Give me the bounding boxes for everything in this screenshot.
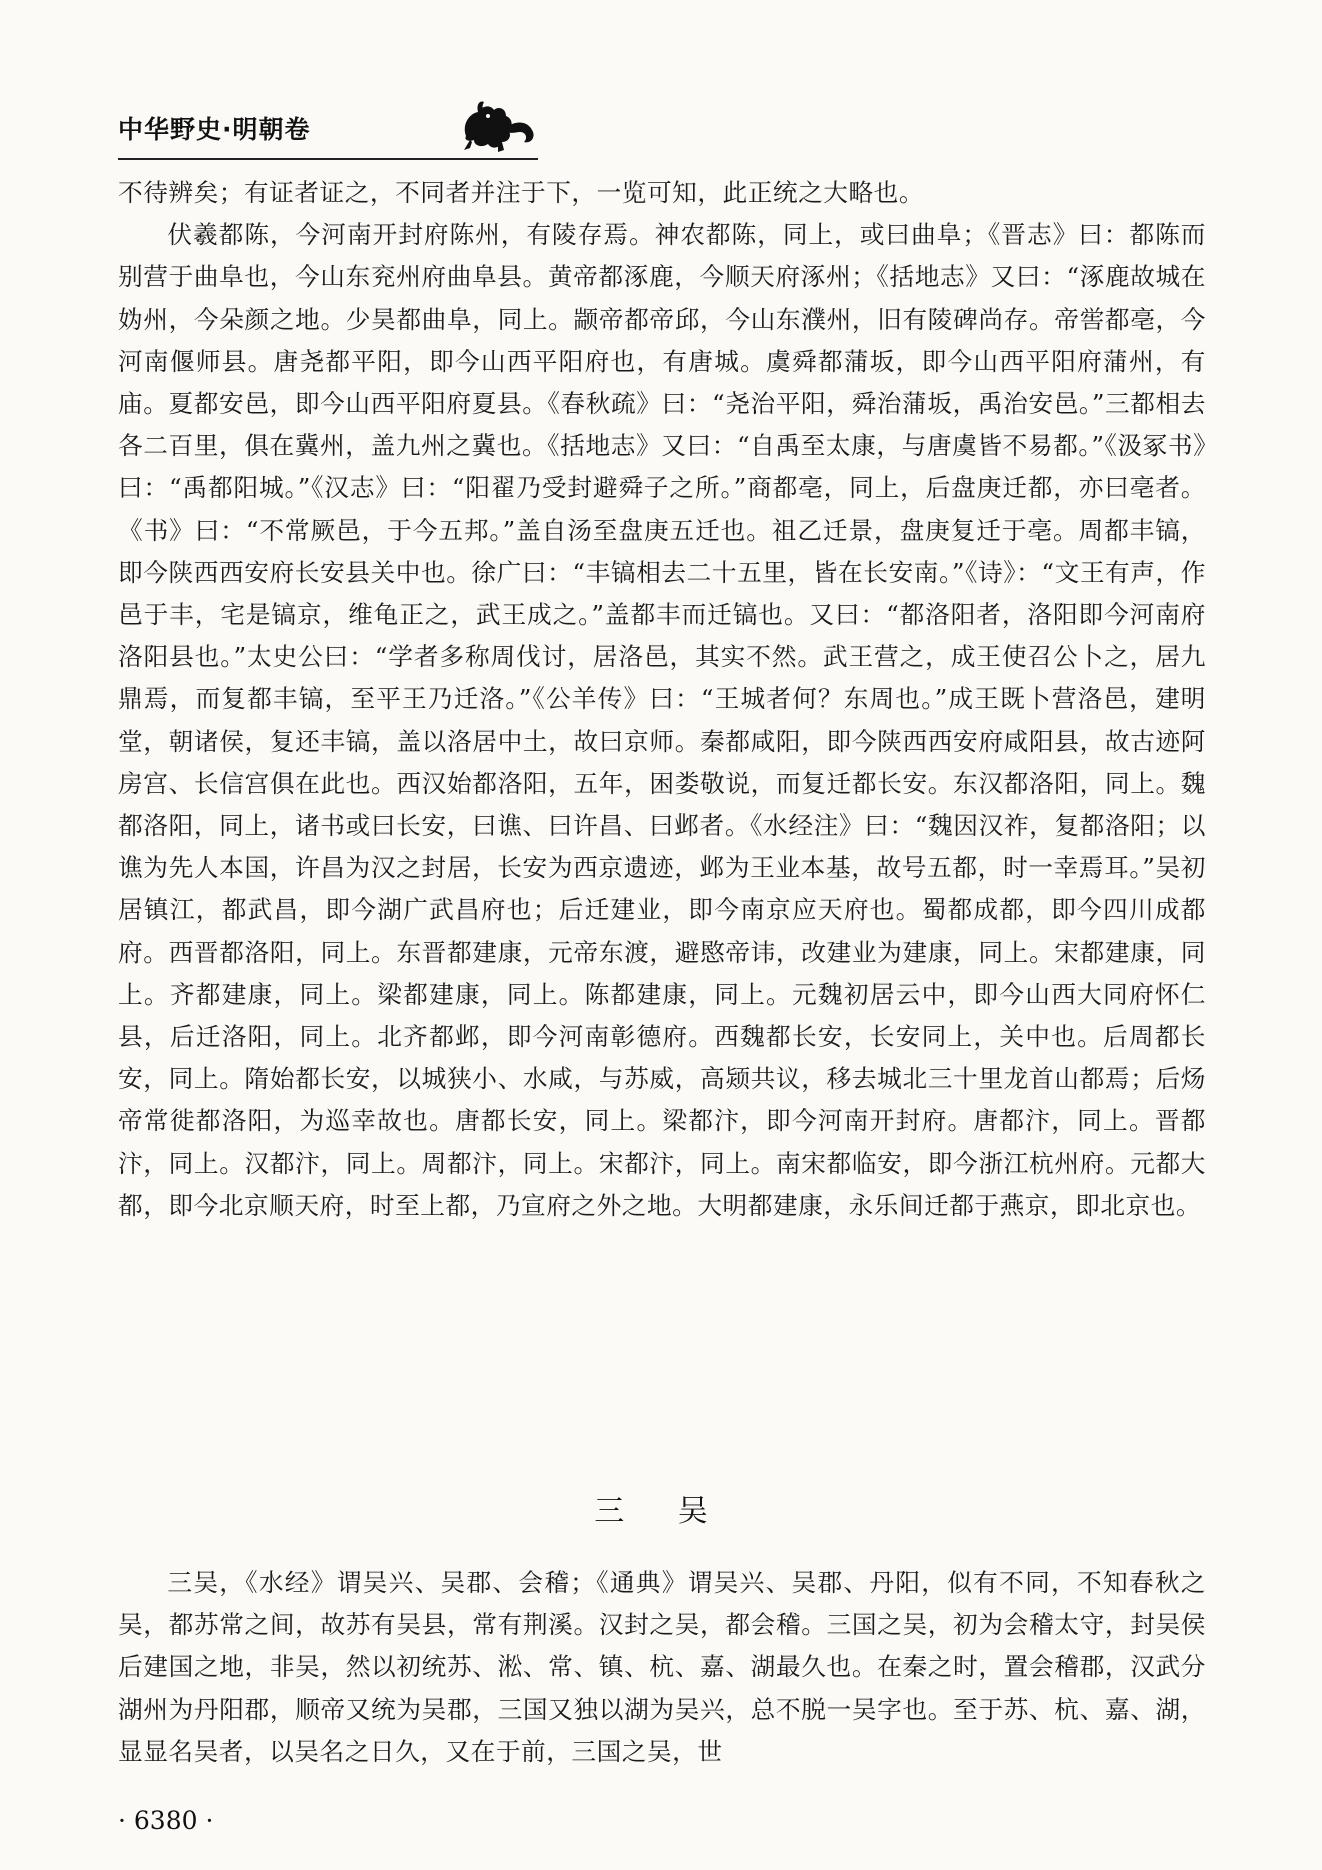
header-rule [118, 158, 538, 160]
running-header [118, 96, 538, 166]
section-heading: 三 吴 [594, 1494, 730, 1529]
running-title: 中华野史·明朝卷 [118, 115, 311, 144]
paragraph-sanwu: 三吴，《水经》谓吴兴、吴郡、会稽；《通典》谓吴兴、吴郡、丹阳，似有不同，不知春秋之吴，都苏常之间，故苏有吴县，常有荆溪。汉封之吴，都会稽。三国之吴，初为会稽太守，封吴侯后建国之地，非吴，然以初统苏、淞、常、镇、杭、嘉、湖最久也。在秦之时，置会稽郡，汉武分湖州为丹阳郡，顺帝又统为吴郡，三国又独以湖为吴兴，总不脱一吴字也。至于苏、杭、嘉、湖，显显名吴者，以吴名之日久，又在于前，三国之吴，世 [118, 1568, 1206, 1766]
dragon-icon [448, 96, 548, 156]
paragraph-continuation: 不待辨矣；有证者证之，不同者并注于下，一览可知，此正统之大略也。 [118, 178, 925, 207]
section-text [118, 1562, 1206, 1773]
paragraph-capitals: 伏羲都陈，今河南开封府陈州，有陵存焉。神农都陈，同上，或曰曲阜；《晋志》曰：都陈而别营于曲阜也，今山东兖州府曲阜县。黄帝都涿鹿，今顺天府涿州；《括地志》又曰：“涿鹿故城在妫州，今朵颜之地。少昊都曲阜，同上。颛帝都帝邱，今山东濮州，旧有陵碑尚存。帝喾都亳，今河南偃师县。唐尧都平阳，即今山西平阳府也，有唐城。虞舜都蒲坂，即今山西平阳府蒲州，有庙。夏都安邑，即今山西平阳府夏县。《春秋疏》曰：“尧治平阳，舜治蒲坂，禹治安邑。”三都相去各二百里，俱在冀州，盖九州之冀也。《括地志》又曰：“自禹至太康，与唐虞皆不易都。”《汲冢书》曰：“禹都阳城。”《汉志》曰：“阳翟乃受封避舜子之所。”商都亳，同上，后盘庚迁都，亦曰亳者。《书》曰：“不常厥邑，于今五邦。”盖自汤至盘庚五迁也。祖乙迁景，盘庚复迁于亳。周都丰镐，即今陕西西安府长安县关中也。徐广曰：“丰镐相去二十五里，皆在长安南。”《诗》：“文王有声，作邑于丰，宅是镐京，维龟正之，武王成之。”盖都丰而迁镐也。又曰：“都洛阳者，洛阳即今河南府洛阳县也。”太史公曰：“学者多称周伐讨，居洛邑，其实不然。武王营之，成王使召公卜之，居九鼎焉，而复都丰镐，至平王乃迁洛。”《公羊传》曰：“王城者何？东周也。”成王既卜营洛邑，建明堂，朝诸侯，复还丰镐，盖以洛居中土，故曰京师。秦都咸阳，即今陕西西安府咸阳县，故古迹阿房宫、长信宫俱在此也。西汉始都洛阳，五年，困娄敬说，而复迁都长安。东汉都洛阳，同上。魏都洛阳，同上，诸书或曰长安，曰谯、曰许昌、曰邺者。《水经注》曰：“魏因汉祚，复都洛阳；以谯为先人本国，许昌为汉之封居，长安为西京遗迹，邺为王业本基，故号五都，时一幸焉耳。”吴初居镇江，都武昌，即今湖广武昌府也；后迁建业，即今南京应天府也。蜀都成都，即今四川成都府。西晋都洛阳，同上。东晋都建康，元帝东渡，避愍帝讳，改建业为建康，同上。宋都建康，同上。齐都建康，同上。梁都建康，同上。陈都建康，同上。元魏初居云中，即今山西大同府怀仁县，后迁洛阳，同上。北齐都邺，即今河南彰德府。西魏都长安，长安同上，关中也。后周都长安，同上。隋始都长安，以城狭小、水咸，与苏威，高颎共议，移去城北三十里龙首山都焉；后炀帝常徙都洛阳，为巡幸故也。唐都长安，同上。梁都汴，即今河南开封府。唐都汴，同上。晋都汴，同上。汉都汴，同上。周都汴，同上。宋都汴，同上。南宋都临安，即今浙江杭州府。元都大都，即今北京顺天府，时至上都，乃宣府之外之地。大明都建康，永乐间迁都于燕京，即北京也。 [118, 220, 1206, 1220]
main-text [118, 172, 1206, 1227]
page-number: · 6380 · [118, 1806, 214, 1835]
